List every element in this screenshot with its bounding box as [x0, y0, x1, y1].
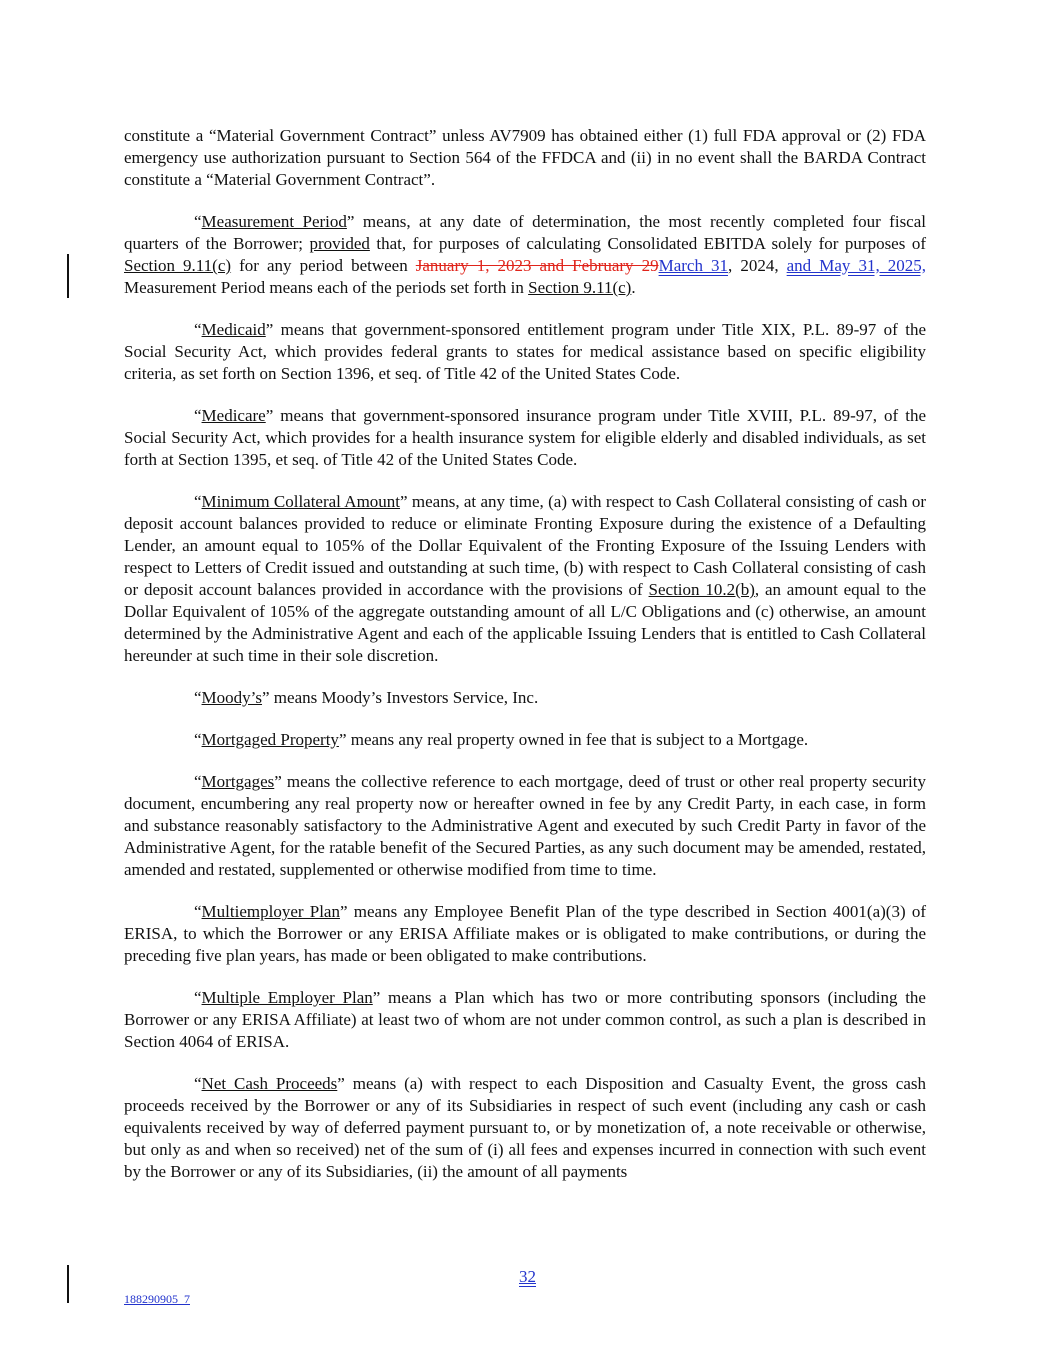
- defined-term: Medicaid: [201, 320, 266, 339]
- document-id: 188290905_7: [124, 1292, 190, 1306]
- defined-term: Mortgaged Property: [201, 730, 339, 749]
- section-reference: Section 9.11(c): [528, 278, 632, 297]
- defined-term: Medicare: [201, 406, 266, 425]
- definition-minimum-collateral-amount: “Minimum Collateral Amount” means, at any time, (a) with respect to Cash Collateral consisting of cash or deposit account balances provided to reduce or eliminate Fronting Exposure during the existence of a Defaulting Lender, an amount equal to 105% of the Dollar Equivalent of the Fronting Exposure of the Issuing Lenders with respect to Letters of Credit issued and outstanding at such time, (b) with respect to Cash Collateral consisting of cash or deposit account balances provided in accordance with the provisions of Section 10.2(b), an amount equal to the Dollar Equivalent of 105% of the aggregate outstanding amount of all L/C Obligations and (c) otherwise, an amount determined by the Administrative Agent and each of the applicable Issuing Lenders that is entitled to Cash Collateral hereunder at such time in their sole discretion.: [124, 492, 926, 665]
- emphasis-provided: provided: [309, 234, 370, 253]
- deleted-text: January 1, 2023 and February 29: [415, 256, 659, 275]
- definition-mortgages: “Mortgages” means the collective reference to each mortgage, deed of trust or other real property security document, encumbering any real property now or hereafter owned in fee by any Credit Party, in each case, in form and substance reasonably satisfactory to the Administrative Agent and executed by such Credit Party in favor of the Administrative Agent, for the ratable benefit of the Secured Parties, as any such document may be amended, restated, amended and restated, supplemented or otherwise modified from time to time.: [124, 772, 926, 879]
- section-reference: Section 10.2(b): [648, 580, 755, 599]
- change-bar: [67, 254, 69, 298]
- definition-mortgaged-property: “Mortgaged Property” means any real property owned in fee that is subject to a Mortgage.: [194, 730, 809, 749]
- definition-net-cash-proceeds: “Net Cash Proceeds” means (a) with respect to each Disposition and Casualty Event, the gross cash proceeds received by the Borrower or any of its Subsidiaries in respect of such event (including any cash or cash equivalents received by way of deferred payment pursuant to, or by monetization of, a note receivable or otherwise, but only as and when so received) net of the sum of (i) all fees and expenses incurred in connection with such event by the Borrower or any of its Subsidiaries, (ii) the amount of all payments: [124, 1074, 926, 1181]
- defined-term: Multiple Employer Plan: [201, 988, 373, 1007]
- defined-term: Minimum Collateral Amount: [201, 492, 401, 511]
- inserted-text: March 31: [658, 256, 729, 275]
- definition-medicare: “Medicare” means that government-sponsored insurance program under Title XVIII, P.L. 89-97, of the Social Security Act, which provides for a health insurance system for eligible elderly and disabled individuals, as set forth at Section 1395, et seq. of Title 42 of the United States Code.: [124, 406, 926, 469]
- definition-multiemployer-plan: “Multiemployer Plan” means any Employee Benefit Plan of the type described in Section 4001(a)(3) of ERISA, to which the Borrower or any ERISA Affiliate makes or is obligated to make contributions, or during the preceding five plan years, has made or been obligated to make contributions.: [124, 902, 926, 965]
- document-body: [124, 125, 926, 1203]
- definition-medicaid: “Medicaid” means that government-sponsored entitlement program under Title XIX, P.L. 89-97 of the Social Security Act, which provides federal grants to states for medical assistance based on specific eligibility criteria, as set forth on Section 1396, et seq. of Title 42 of the United States Code.: [124, 320, 926, 383]
- section-reference: Section 9.11(c): [124, 256, 232, 275]
- defined-term: Moody’s: [201, 688, 263, 707]
- page-number: 32: [519, 1267, 536, 1286]
- inserted-text: and May 31, 2025,: [786, 256, 927, 275]
- defined-term: Multiemployer Plan: [201, 902, 340, 921]
- definition-moodys: “Moody’s” means Moody’s Investors Service, Inc.: [194, 688, 539, 707]
- defined-term: Measurement Period: [201, 212, 347, 231]
- definition-measurement-period: “Measurement Period” means, at any date of determination, the most recently completed four fiscal quarters of the Borrower; provided that, for purposes of calculating Consolidated EBITDA solely for purposes of Section 9.11(c) for any period between January 1, 2023 and February 29March 31, 2024, and May 31, 2025, Measurement Period means each of the periods set forth in Section 9.11(c).: [124, 212, 927, 297]
- paragraph-continuation: constitute a “Material Government Contract” unless AV7909 has obtained either (1) full FDA approval or (2) FDA emergency use authorization pursuant to Section 564 of the FFDCA and (ii) in no event shall the BARDA Contract constitute a “Material Government Contract”.: [124, 126, 926, 189]
- defined-term: Net Cash Proceeds: [201, 1074, 338, 1093]
- definition-multiple-employer-plan: “Multiple Employer Plan” means a Plan which has two or more contributing sponsors (including the Borrower or any ERISA Affiliate) at least two of whom are not under common control, as such a plan is described in Section 4064 of ERISA.: [124, 988, 926, 1051]
- defined-term: Mortgages: [201, 772, 275, 791]
